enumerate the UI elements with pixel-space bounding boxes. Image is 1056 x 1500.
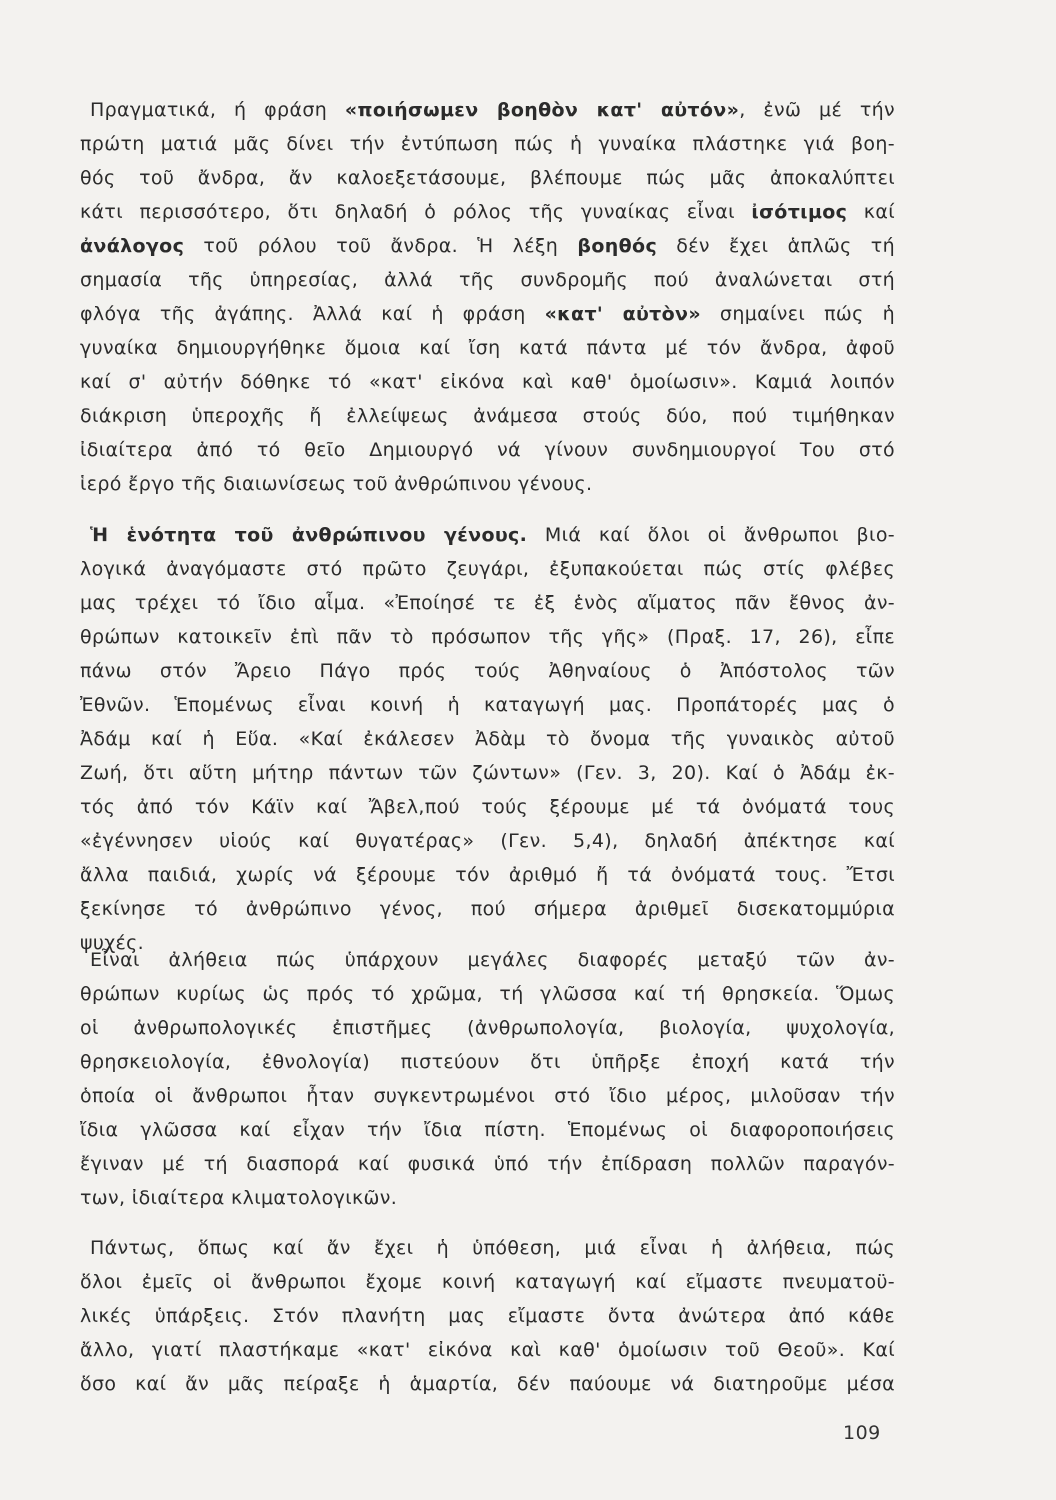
- text-run: Πραγματικά, ή φράση: [90, 99, 345, 121]
- text-run: ὁποία οἱ ἄνθρωποι ἦταν συγκεντρωμένοι στό ἴδιο μέρος, μιλοῦσαν τήν: [80, 1085, 895, 1107]
- text-run: Ἀδάμ καί ἡ Εὕα. «Καί ἐκάλεσεν Ἀδὰμ τὸ ὄνομα τῆς γυναικὸς αὐτοῦ: [80, 728, 895, 750]
- text-run: Ζωή, ὅτι αὕτη μήτηρ πάντων τῶν ζώντων» (Γεν. 3, 20). Καί ὁ Ἀδάμ ἐκ-: [80, 762, 895, 784]
- text-run: γυναίκα δημιουργήθηκε ὅμοια καί ἴση κατά πάντα μέ τόν ἄνδρα, ἀφοῦ: [80, 337, 895, 359]
- paragraph-4: [80, 1231, 895, 1401]
- text-line: [80, 229, 895, 263]
- text-line: [80, 1333, 895, 1367]
- text-line: [80, 824, 895, 858]
- text-line: [80, 518, 895, 552]
- text-line: [80, 1181, 895, 1215]
- text-line: [80, 654, 895, 688]
- text-line: [80, 331, 895, 365]
- text-line: [80, 1113, 895, 1147]
- text-run: , ἐνῶ μέ τήν: [739, 99, 895, 121]
- text-run: θρώπων κατοικεῖν ἐπὶ πᾶν τὸ πρόσωπον τῆς γῆς» (Πραξ. 17, 26), εἶπε: [80, 626, 895, 648]
- text-run: «ἐγέννησεν υἱούς καί θυγατέρας» (Γεν. 5,4), δηλαδή ἀπέκτησε καί: [80, 830, 895, 852]
- text-line: [80, 1367, 895, 1401]
- text-line: [80, 977, 895, 1011]
- text-line: [80, 620, 895, 654]
- text-run: θός τοῦ ἄνδρα, ἄν καλοεξετάσουμε, βλέπουμε πώς μᾶς ἀποκαλύπτει: [80, 167, 895, 189]
- text-line: [80, 195, 895, 229]
- bold-term: «κατ' αὐτὸν»: [544, 303, 701, 325]
- text-line: [80, 688, 895, 722]
- text-run: των, ἰδιαίτερα κλιματολογικῶν.: [80, 1187, 398, 1209]
- text-run: ἄλλο, γιατί πλαστήκαμε «κατ' εἰκόνα καὶ καθ' ὁμοίωσιν τοῦ Θεοῦ». Καί: [80, 1339, 895, 1361]
- text-run: τοῦ ρόλου τοῦ ἄνδρα. Ἡ λέξη: [184, 235, 578, 257]
- text-run: Πάντως, ὅπως καί ἄν ἔχει ἡ ὑπόθεση, μιά εἶναι ἡ ἀλήθεια, πώς: [90, 1237, 895, 1259]
- text-line: [80, 1299, 895, 1333]
- text-run: καί: [847, 201, 895, 223]
- text-run: θρώπων κυρίως ὡς πρός τό χρῶμα, τή γλῶσσα καί τή θρησκεία. Ὅμως: [80, 983, 895, 1005]
- text-line: [80, 1079, 895, 1113]
- bold-term: «ποιήσωμεν βοηθὸν κατ' αὐτόν»: [344, 99, 740, 121]
- text-line: [80, 586, 895, 620]
- text-run: φλόγα τῆς ἀγάπης. Ἀλλά καί ἡ φράση: [80, 303, 545, 325]
- text-run: ξεκίνησε τό ἀνθρώπινο γένος, πού σήμερα ἀριθμεῖ δισεκατομμύρια: [80, 898, 895, 920]
- text-run: τός ἀπό τόν Κάϊν καί Ἄβελ,πού τούς ξέρουμε μέ τά ὀνόματά τους: [80, 796, 895, 818]
- text-run: κάτι περισσότερο, ὅτι δηλαδή ὁ ρόλος τῆς γυναίκας εἶναι: [80, 201, 752, 223]
- paragraph-1: [80, 93, 895, 501]
- page-number: 109: [843, 1422, 881, 1444]
- text-line: [80, 127, 895, 161]
- text-run: Μιά καί ὅλοι οἱ ἄνθρωποι βιο-: [527, 524, 895, 546]
- text-line: [80, 433, 895, 467]
- text-run: πρώτη ματιά μᾶς δίνει τήν ἐντύπωση πώς ἡ γυναίκα πλάστηκε γιά βοη-: [80, 133, 895, 155]
- text-line: [80, 1011, 895, 1045]
- text-run: Ἐθνῶν. Ἑπομένως εἶναι κοινή ἡ καταγωγή μας. Προπάτορές μας ὁ: [80, 694, 895, 716]
- paragraph-2: [80, 518, 895, 960]
- text-run: ψυχές.: [80, 932, 145, 954]
- text-line: [80, 892, 895, 926]
- text-run: ἰδιαίτερα ἀπό τό θεῖο Δημιουργό νά γίνουν συνδημιουργοί Του στό: [80, 439, 895, 461]
- text-line: [80, 263, 895, 297]
- text-run: διάκριση ὑπεροχῆς ἤ ἐλλείψεως ἀνάμεσα στούς δύο, πού τιμήθηκαν: [80, 405, 895, 427]
- text-run: οἱ ἀνθρωπολογικές ἐπιστῆμες (ἀνθρωπολογία, βιολογία, ψυχολογία,: [80, 1017, 895, 1039]
- text-line: [80, 1147, 895, 1181]
- text-line: [80, 161, 895, 195]
- text-run: θρησκειολογία, ἐθνολογία) πιστεύουν ὅτι ὑπῆρξε ἐποχή κατά τήν: [80, 1051, 895, 1073]
- text-line: [80, 365, 895, 399]
- text-line: [80, 1045, 895, 1079]
- text-line: [80, 756, 895, 790]
- text-run: ἱερό ἔργο τῆς διαιωνίσεως τοῦ ἀνθρώπινου γένους.: [80, 473, 593, 495]
- text-line: [80, 1265, 895, 1299]
- text-run: ἔγιναν μέ τή διασπορά καί φυσικά ὑπό τήν ἐπίδραση πολλῶν παραγόν-: [80, 1153, 895, 1175]
- text-line: [80, 552, 895, 586]
- bold-term: ἀνάλογος: [80, 235, 185, 257]
- text-line: [80, 858, 895, 892]
- bold-term: ἰσότιμος: [751, 201, 848, 223]
- text-run: ἄλλα παιδιά, χωρίς νά ξέρουμε τόν ἀριθμό ἤ τά ὀνόματά τους. Ἔτσι: [80, 864, 895, 886]
- text-run: λικές ὑπάρξεις. Στόν πλανήτη μας εἴμαστε ὄντα ἀνώτερα ἀπό κάθε: [80, 1305, 895, 1327]
- text-run: ὅσο καί ἄν μᾶς πείραξε ἡ ἁμαρτία, δέν παύουμε νά διατηροῦμε μέσα: [80, 1373, 895, 1395]
- text-run: Εἶναι ἀλήθεια πώς ὑπάρχουν μεγάλες διαφορές μεταξύ τῶν ἀν-: [90, 949, 895, 971]
- text-line: [80, 467, 895, 501]
- text-line: [80, 1231, 895, 1265]
- text-run: λογικά ἀναγόμαστε στό πρῶτο ζευγάρι, ἐξυπακούεται πώς στίς φλέβες: [80, 558, 895, 580]
- paragraph-3: [80, 943, 895, 1215]
- text-run: σημαίνει πώς ἡ: [700, 303, 895, 325]
- text-run: ἴδια γλῶσσα καί εἶχαν τήν ἴδια πίστη. Ἑπομένως οἱ διαφοροποιήσεις: [80, 1119, 895, 1141]
- text-run: σημασία τῆς ὑπηρεσίας, ἀλλά τῆς συνδρομῆς πού ἀναλώνεται στή: [80, 269, 895, 291]
- text-run: καί σ' αὐτήν δόθηκε τό «κατ' εἰκόνα καὶ καθ' ὁμοίωσιν». Καμιά λοιπόν: [80, 371, 895, 393]
- text-line: [80, 790, 895, 824]
- text-line: [80, 93, 895, 127]
- text-run: μας τρέχει τό ἴδιο αἷμα. «Ἐποίησέ τε ἐξ ἑνὸς αἵματος πᾶν ἔθνος ἀν-: [80, 592, 895, 614]
- bold-term: Ἡ ἑνότητα τοῦ ἀνθρώπινου γένους.: [90, 524, 528, 546]
- text-line: [80, 943, 895, 977]
- text-line: [80, 399, 895, 433]
- bold-term: βοηθός: [577, 235, 658, 257]
- text-line: [80, 722, 895, 756]
- text-run: πάνω στόν Ἄρειο Πάγο πρός τούς Ἀθηναίους ὁ Ἀπόστολος τῶν: [80, 660, 895, 682]
- text-run: ὅλοι ἐμεῖς οἱ ἄνθρωποι ἔχομε κοινή καταγωγή καί εἴμαστε πνευματοϋ-: [80, 1271, 895, 1293]
- text-run: δέν ἔχει ἁπλῶς τή: [657, 235, 895, 257]
- text-line: [80, 297, 895, 331]
